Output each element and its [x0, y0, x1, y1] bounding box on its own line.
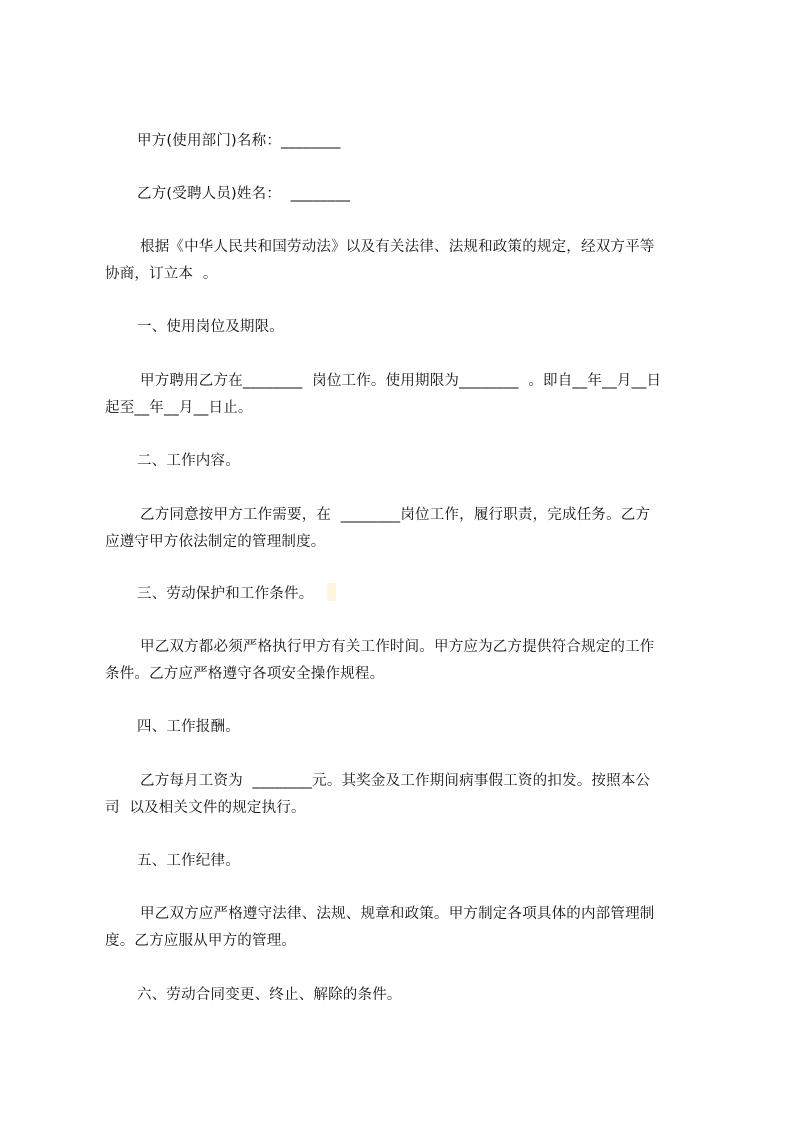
section-1-heading: 一、使用岗位及期限。: [137, 319, 284, 335]
text-highlight-mark: [327, 583, 336, 601]
section-5-heading: 五、工作纪律。: [137, 853, 240, 869]
section-2-paragraph-line-2: 应遵守甲方依法制定的管理制度。: [105, 534, 326, 550]
section-1-paragraph-line-1: 甲方聘用乙方在________ 岗位工作。使用期限为________ 。即自__年__月__日: [140, 373, 662, 389]
section-2-paragraph-line-1: 乙方同意按甲方工作需要，在 ________岗位工作，履行职责，完成任务。乙方: [140, 507, 651, 523]
party-b-line: 乙方(受聘人员)姓名： ________: [137, 186, 351, 202]
preamble-line-1: 根据《中华人民共和国劳动法》以及有关法律、法规和政策的规定，经双方平等: [140, 239, 655, 255]
section-5-paragraph-line-2: 度。乙方应服从甲方的管理。: [105, 933, 297, 949]
section-3-paragraph-line-2: 条件。乙方应严格遵守各项安全操作规程。: [105, 666, 385, 682]
preamble-line-2: 协商，订立本 。: [105, 266, 218, 282]
party-a-line: 甲方(使用部门)名称：________: [137, 133, 341, 149]
section-4-heading: 四、工作报酬。: [137, 719, 240, 735]
section-4-paragraph-line-2: 司 以及相关文件的规定执行。: [105, 800, 306, 816]
section-4-paragraph-line-1: 乙方每月工资为 ________元。其奖金及工作期间病事假工资的扣发。按照本公: [140, 773, 651, 789]
section-6-heading: 六、劳动合同变更、终止、解除的条件。: [137, 987, 402, 1003]
section-3-paragraph-line-1: 甲乙双方都必须严格执行甲方有关工作时间。甲方应为乙方提供符合规定的工作: [140, 639, 655, 655]
section-5-paragraph-line-1: 甲乙双方应严格遵守法律、法规、规章和政策。甲方制定各项具体的内部管理制: [140, 906, 655, 922]
section-1-paragraph-line-2: 起至__年__月__日止。: [105, 400, 253, 416]
section-2-heading: 二、工作内容。: [137, 453, 240, 469]
section-3-heading: 三、劳动保护和工作条件。: [137, 586, 314, 602]
